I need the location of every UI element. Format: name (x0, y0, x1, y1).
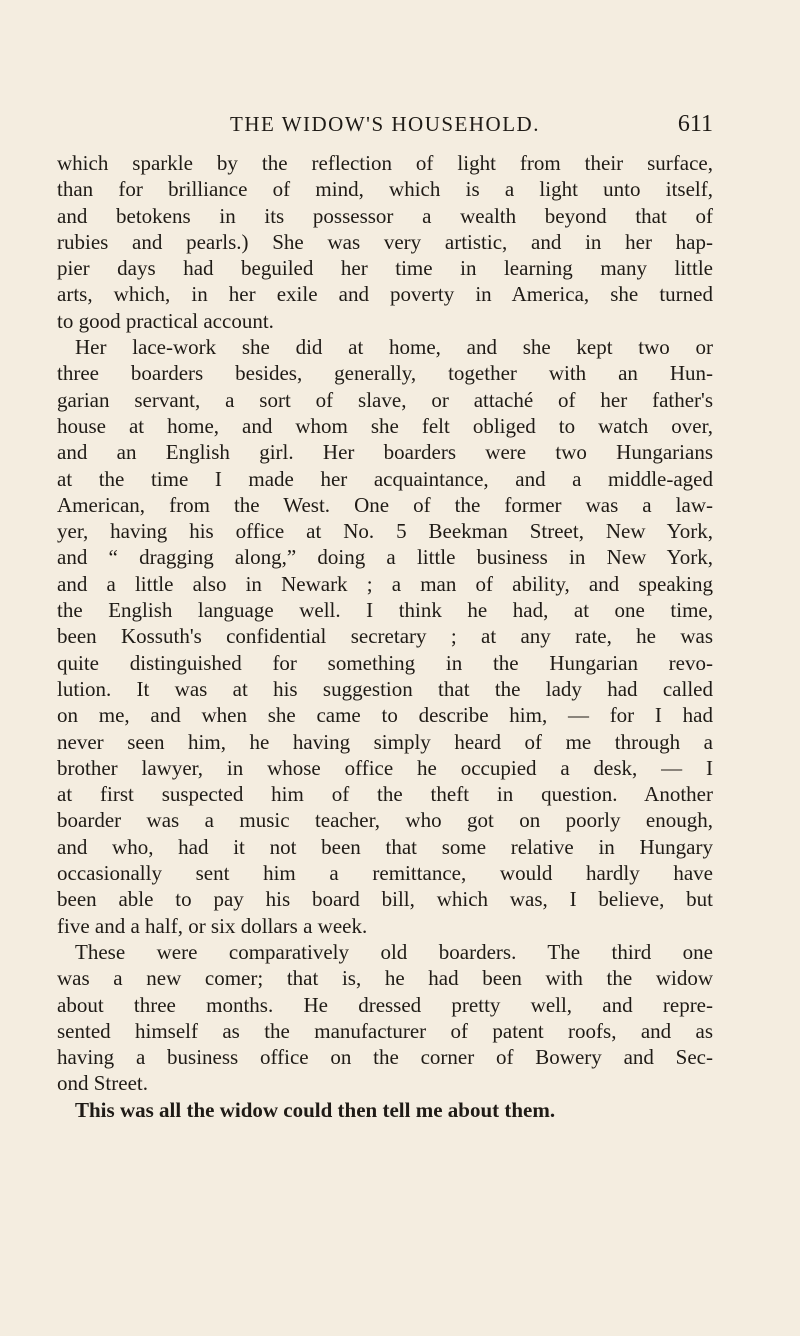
text-line: quite distinguished for something in the Hungarian revo- (57, 650, 713, 675)
text-line: the English language well. I think he had, at one time, (57, 598, 713, 623)
text-line: sented himself as the manufacturer of patent roofs, and as (57, 1018, 713, 1043)
text-line: and who, had it not been that some relative in Hungary (57, 834, 713, 859)
text-line: brother lawyer, in whose office he occupied a desk, — I (57, 755, 713, 780)
text-line: garian servant, a sort of slave, or attaché of her father's (57, 387, 713, 412)
text-line: occasionally sent him a remittance, would hardly have (57, 861, 713, 886)
text-line: to good practical account. (57, 308, 274, 333)
text-line: and “ dragging along,” doing a little business in New York, (57, 545, 713, 570)
text-line: having a business office on the corner of Bowery and Sec- (57, 1045, 713, 1070)
text-line: These were comparatively old boarders. The third one (75, 939, 713, 964)
text-line: yer, having his office at No. 5 Beekman Street, New York, (57, 519, 713, 544)
page-number: 611 (677, 111, 713, 137)
text-line: at first suspected him of the theft in question. Another (57, 782, 713, 807)
text-line: at the time I made her acquaintance, and a middle-aged (57, 466, 713, 491)
text-line: than for brilliance of mind, which is a light unto itself, (57, 177, 713, 202)
text-line: and a little also in Newark ; a man of ability, and speaking (57, 571, 713, 596)
text-line: rubies and pearls.) She was very artistic, and in her hap- (57, 229, 713, 254)
text-line: never seen him, he having simply heard of me through a (57, 729, 713, 754)
running-head: THE WIDOW'S HOUSEHOLD. (230, 112, 540, 136)
text-line: and betokens in its possessor a wealth beyond that of (57, 203, 713, 228)
text-line: lution. It was at his suggestion that the lady had called (57, 676, 713, 701)
text-line: about three months. He dressed pretty well, and repre- (57, 992, 713, 1017)
text-line: been Kossuth's confidential secretary ; at any rate, he was (57, 624, 713, 649)
text-line: pier days had beguiled her time in learning many little (57, 256, 713, 281)
text-line: been able to pay his board bill, which was, I believe, but (57, 887, 713, 912)
text-line: house at home, and whom she felt obliged to watch over, (57, 413, 713, 438)
text-line: This was all the widow could then tell me about them. (75, 1097, 556, 1122)
text-line: which sparkle by the reflection of light from their surface, (57, 151, 713, 175)
text-line: three boarders besides, generally, together with an Hun- (57, 361, 713, 386)
page-header (57, 108, 713, 140)
body-text (57, 150, 713, 1123)
text-line: arts, which, in her exile and poverty in America, she turned (57, 282, 713, 307)
text-line: ond Street. (57, 1071, 148, 1096)
text-line: Her lace-work she did at home, and she kept two or (75, 335, 713, 360)
text-line: was a new comer; that is, he had been with the widow (57, 966, 713, 991)
text-line: American, from the West. One of the former was a law- (57, 492, 713, 517)
text-line: on me, and when she came to describe him, — for I had (57, 703, 713, 728)
text-line: five and a half, or six dollars a week. (57, 913, 368, 938)
text-line: boarder was a music teacher, who got on poorly enough, (57, 808, 713, 833)
text-line: and an English girl. Her boarders were two Hungarians (57, 440, 713, 465)
